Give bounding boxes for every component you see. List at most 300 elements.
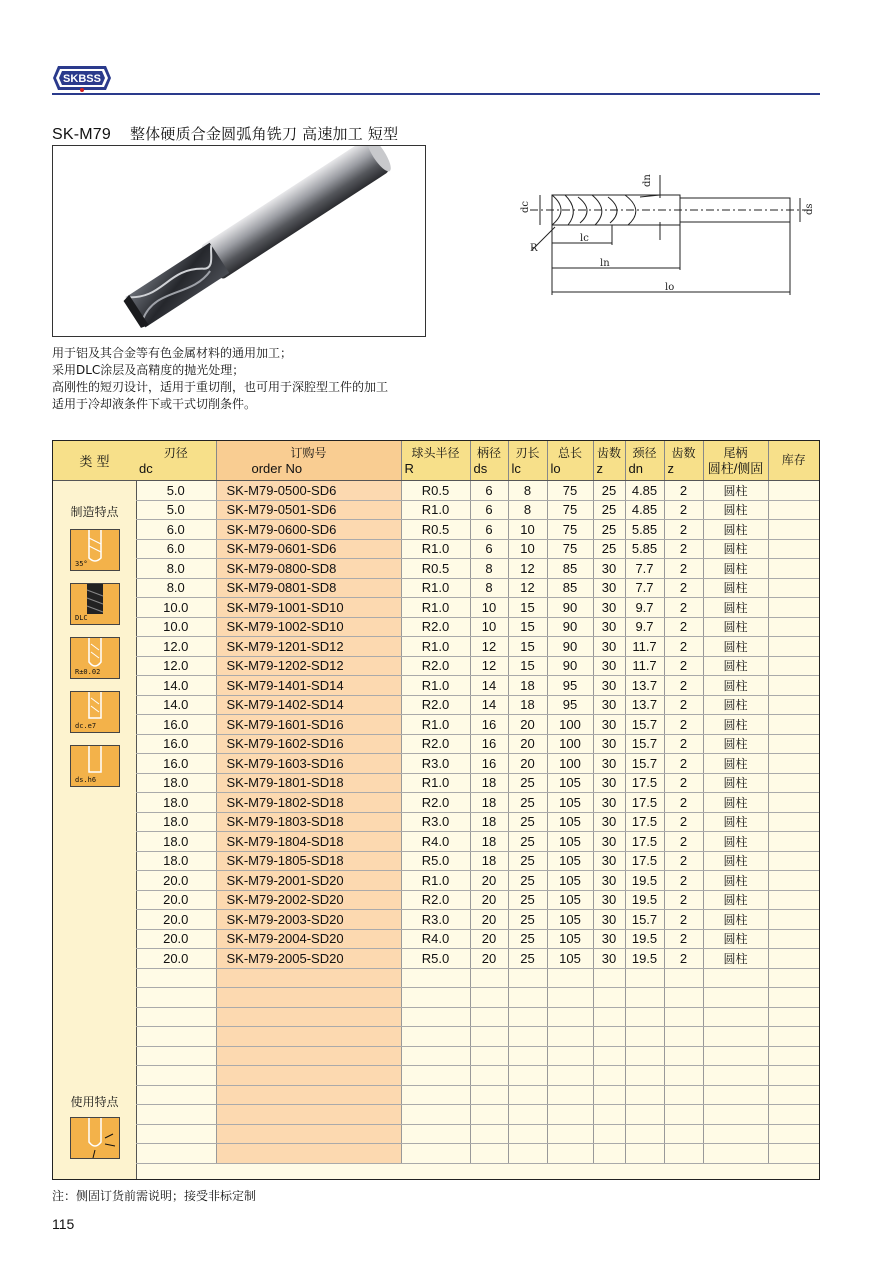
cell-shank: 圆柱 xyxy=(703,793,768,813)
cell-order: SK-M79-1805-SD18 xyxy=(216,851,401,871)
header-z1 xyxy=(593,441,625,481)
cell-order: SK-M79-0800-SD8 xyxy=(216,559,401,579)
cell-shank: 圆柱 xyxy=(703,812,768,832)
empty-cell xyxy=(547,1124,593,1144)
svg-text:SKBSS: SKBSS xyxy=(63,73,101,85)
cell-order: SK-M79-1603-SD16 xyxy=(216,754,401,774)
footnote: 注：侧固订货前需说明；接受非标定制 xyxy=(52,1189,257,1203)
cell-lc: 15 xyxy=(508,598,547,618)
cell-dc: 20.0 xyxy=(136,871,216,891)
cell-shank: 圆柱 xyxy=(703,851,768,871)
empty-cell xyxy=(703,1124,768,1144)
end-mill-illustration xyxy=(53,146,425,336)
usage-label: 使用特点 xyxy=(70,1095,119,1109)
cell-shank: 圆柱 xyxy=(703,500,768,520)
cell-lo: 90 xyxy=(547,656,593,676)
empty-cell xyxy=(136,1085,216,1105)
cell-lc: 20 xyxy=(508,715,547,735)
empty-cell xyxy=(216,1144,401,1164)
cell-dn: 13.7 xyxy=(625,676,664,696)
cell-dc: 14.0 xyxy=(136,695,216,715)
cell-lc: 10 xyxy=(508,539,547,559)
cell-stock xyxy=(768,812,819,832)
cell-lc: 25 xyxy=(508,949,547,969)
empty-cell xyxy=(703,1007,768,1027)
cell-dc: 20.0 xyxy=(136,929,216,949)
cell-dc: 16.0 xyxy=(136,754,216,774)
description-line: 高刚性的短刃设计，适用于重切削，也可用于深腔型工件的加工 xyxy=(52,380,389,394)
table-row xyxy=(136,890,819,910)
cell-z2: 2 xyxy=(664,676,703,696)
cell-z1: 30 xyxy=(593,617,625,637)
cell-lc: 15 xyxy=(508,637,547,657)
cell-stock xyxy=(768,559,819,579)
cell-stock xyxy=(768,500,819,520)
cell-lc: 25 xyxy=(508,812,547,832)
cell-dn: 15.7 xyxy=(625,910,664,930)
cell-stock xyxy=(768,715,819,735)
icon-label: dc.e7 xyxy=(75,722,97,730)
cell-lo: 90 xyxy=(547,617,593,637)
empty-cell xyxy=(136,1007,216,1027)
header-z2 xyxy=(664,441,703,481)
cell-order: SK-M79-0500-SD6 xyxy=(216,481,401,501)
cell-shank: 圆柱 xyxy=(703,481,768,501)
cell-lo: 100 xyxy=(547,715,593,735)
cell-shank: 圆柱 xyxy=(703,598,768,618)
page-number: 115 xyxy=(52,1216,75,1232)
cell-dc: 16.0 xyxy=(136,734,216,754)
table-row xyxy=(136,578,819,598)
empty-cell xyxy=(703,968,768,988)
label-r: R xyxy=(530,243,538,254)
table-row xyxy=(136,637,819,657)
cell-r: R0.5 xyxy=(401,559,470,579)
product-description xyxy=(52,345,388,413)
header-shank xyxy=(703,441,768,481)
cell-stock xyxy=(768,929,819,949)
empty-cell xyxy=(768,1046,819,1066)
cell-ds: 12 xyxy=(470,656,508,676)
cell-ds: 20 xyxy=(470,890,508,910)
cell-shank: 圆柱 xyxy=(703,695,768,715)
spec-table xyxy=(52,440,820,1180)
cell-lo: 105 xyxy=(547,929,593,949)
empty-cell xyxy=(703,1046,768,1066)
cell-lc: 25 xyxy=(508,929,547,949)
cell-z2: 2 xyxy=(664,890,703,910)
cell-z2: 2 xyxy=(664,929,703,949)
cell-shank: 圆柱 xyxy=(703,929,768,949)
cell-dn: 7.7 xyxy=(625,559,664,579)
cell-z2: 2 xyxy=(664,754,703,774)
empty-cell xyxy=(508,1085,547,1105)
cell-lc: 10 xyxy=(508,520,547,540)
empty-cell xyxy=(508,1027,547,1047)
cell-dc: 8.0 xyxy=(136,578,216,598)
empty-cell xyxy=(401,1007,470,1027)
cell-r: R1.0 xyxy=(401,637,470,657)
cell-stock xyxy=(768,734,819,754)
cell-ds: 16 xyxy=(470,754,508,774)
cell-lc: 8 xyxy=(508,500,547,520)
cell-stock xyxy=(768,832,819,852)
table-row xyxy=(136,871,819,891)
cell-order: SK-M79-1401-SD14 xyxy=(216,676,401,696)
cell-shank: 圆柱 xyxy=(703,539,768,559)
cell-z2: 2 xyxy=(664,559,703,579)
empty-row xyxy=(136,1046,819,1066)
empty-cell xyxy=(625,1066,664,1086)
empty-cell xyxy=(136,1066,216,1086)
empty-cell xyxy=(625,1124,664,1144)
empty-cell xyxy=(625,968,664,988)
empty-row xyxy=(136,1105,819,1125)
tool-dimension-drawing xyxy=(510,165,830,305)
product-photo xyxy=(52,145,426,337)
empty-cell xyxy=(470,1085,508,1105)
icon-label: ds.h6 xyxy=(75,776,97,784)
cell-ds: 14 xyxy=(470,695,508,715)
cell-r: R5.0 xyxy=(401,851,470,871)
empty-cell xyxy=(664,968,703,988)
cell-dn: 15.7 xyxy=(625,754,664,774)
cell-stock xyxy=(768,481,819,501)
empty-cell xyxy=(593,1007,625,1027)
cell-dn: 9.7 xyxy=(625,598,664,618)
header-label-en: z xyxy=(667,460,674,476)
cell-dc: 8.0 xyxy=(136,559,216,579)
empty-cell xyxy=(625,1007,664,1027)
cell-dc: 5.0 xyxy=(136,481,216,501)
header-ds xyxy=(470,441,508,481)
empty-cell xyxy=(768,1007,819,1027)
empty-cell xyxy=(547,1007,593,1027)
cell-r: R1.0 xyxy=(401,715,470,735)
empty-cell xyxy=(470,1066,508,1086)
cell-shank: 圆柱 xyxy=(703,734,768,754)
header-r xyxy=(401,441,470,481)
empty-cell xyxy=(216,988,401,1008)
empty-cell xyxy=(508,1046,547,1066)
empty-cell xyxy=(768,1066,819,1086)
cell-ds: 18 xyxy=(470,851,508,871)
cell-lo: 75 xyxy=(547,500,593,520)
cell-dn: 19.5 xyxy=(625,949,664,969)
cell-z1: 30 xyxy=(593,890,625,910)
empty-cell xyxy=(508,1066,547,1086)
empty-cell xyxy=(547,968,593,988)
empty-cell xyxy=(216,1085,401,1105)
cell-ds: 16 xyxy=(470,715,508,735)
empty-cell xyxy=(593,1144,625,1164)
empty-cell xyxy=(625,1027,664,1047)
header-label-cn: 球头半径 xyxy=(411,445,460,460)
cell-stock xyxy=(768,598,819,618)
cell-ds: 18 xyxy=(470,793,508,813)
cell-shank: 圆柱 xyxy=(703,578,768,598)
cell-z1: 30 xyxy=(593,929,625,949)
label-dn: dn xyxy=(642,174,653,187)
empty-row xyxy=(136,988,819,1008)
cell-r: R5.0 xyxy=(401,949,470,969)
cell-z2: 2 xyxy=(664,832,703,852)
empty-row xyxy=(136,1144,819,1164)
cell-ds: 8 xyxy=(470,559,508,579)
header-label-cn: 尾柄 xyxy=(723,445,748,460)
cell-r: R1.0 xyxy=(401,578,470,598)
cell-dn: 19.5 xyxy=(625,929,664,949)
cell-ds: 10 xyxy=(470,598,508,618)
empty-cell xyxy=(401,1105,470,1125)
empty-row xyxy=(136,1085,819,1105)
empty-cell xyxy=(470,1144,508,1164)
cell-z2: 2 xyxy=(664,539,703,559)
cell-stock xyxy=(768,773,819,793)
cell-dn: 19.5 xyxy=(625,890,664,910)
cell-shank: 圆柱 xyxy=(703,832,768,852)
cell-dn: 17.5 xyxy=(625,851,664,871)
cell-dn: 19.5 xyxy=(625,871,664,891)
cell-lc: 20 xyxy=(508,734,547,754)
cell-r: R1.0 xyxy=(401,676,470,696)
cell-z2: 2 xyxy=(664,695,703,715)
product-code: SK-M79 xyxy=(52,126,111,143)
empty-cell xyxy=(768,1105,819,1125)
ds-tolerance-icon xyxy=(70,745,120,787)
cell-lo: 105 xyxy=(547,910,593,930)
cell-z2: 2 xyxy=(664,500,703,520)
cell-r: R2.0 xyxy=(401,890,470,910)
cell-z1: 30 xyxy=(593,851,625,871)
cell-r: R2.0 xyxy=(401,734,470,754)
empty-cell xyxy=(768,1124,819,1144)
cell-dc: 14.0 xyxy=(136,676,216,696)
empty-cell xyxy=(768,968,819,988)
cell-dc: 12.0 xyxy=(136,656,216,676)
header-stock xyxy=(768,441,819,481)
cell-dn: 15.7 xyxy=(625,734,664,754)
cell-order: SK-M79-0600-SD6 xyxy=(216,520,401,540)
description-line: 用于铝及其合金等有色金属材料的通用加工； xyxy=(52,346,293,360)
header-rule xyxy=(52,93,820,95)
cell-dn: 5.85 xyxy=(625,520,664,540)
cell-lo: 85 xyxy=(547,578,593,598)
empty-cell xyxy=(401,1066,470,1086)
table-row xyxy=(136,832,819,852)
header-label-en: R xyxy=(404,460,414,476)
cell-shank: 圆柱 xyxy=(703,559,768,579)
header-label-cn: 刃径 xyxy=(163,445,188,460)
cell-ds: 6 xyxy=(470,481,508,501)
empty-cell xyxy=(470,1046,508,1066)
header-label-en: order No xyxy=(251,460,303,476)
cell-z1: 25 xyxy=(593,520,625,540)
empty-cell xyxy=(547,988,593,1008)
empty-cell xyxy=(216,1105,401,1125)
cell-z1: 30 xyxy=(593,656,625,676)
empty-cell xyxy=(216,1027,401,1047)
cell-dn: 9.7 xyxy=(625,617,664,637)
header-lc xyxy=(508,441,547,481)
empty-cell xyxy=(401,968,470,988)
table-row xyxy=(136,695,819,715)
header-label-cn: 柄径 xyxy=(476,445,501,460)
cell-stock xyxy=(768,617,819,637)
cell-dc: 18.0 xyxy=(136,793,216,813)
cell-shank: 圆柱 xyxy=(703,890,768,910)
table-row xyxy=(136,812,819,832)
cell-order: SK-M79-0801-SD8 xyxy=(216,578,401,598)
header-label-en: 圆柱/侧固 xyxy=(707,460,764,476)
cell-stock xyxy=(768,578,819,598)
cell-ds: 20 xyxy=(470,949,508,969)
table-row xyxy=(136,929,819,949)
cell-r: R4.0 xyxy=(401,929,470,949)
header-dn xyxy=(625,441,664,481)
header-label-cn: 颈径 xyxy=(632,445,657,460)
cell-order: SK-M79-1803-SD18 xyxy=(216,812,401,832)
table-row xyxy=(136,481,819,501)
header-label-en: lo xyxy=(550,460,561,476)
empty-cell xyxy=(136,1046,216,1066)
cell-dn: 11.7 xyxy=(625,656,664,676)
helix-angle-icon xyxy=(70,529,120,571)
empty-cell xyxy=(664,1007,703,1027)
header-label-en: z xyxy=(596,460,603,476)
cell-lo: 105 xyxy=(547,832,593,852)
cell-ds: 12 xyxy=(470,637,508,657)
cell-z2: 2 xyxy=(664,773,703,793)
header-label-cn: 齿数 xyxy=(671,445,696,460)
cell-stock xyxy=(768,539,819,559)
cell-order: SK-M79-2001-SD20 xyxy=(216,871,401,891)
cell-r: R2.0 xyxy=(401,695,470,715)
cell-r: R1.0 xyxy=(401,500,470,520)
cell-z2: 2 xyxy=(664,910,703,930)
cell-shank: 圆柱 xyxy=(703,949,768,969)
cell-z1: 30 xyxy=(593,773,625,793)
type-header: 类 型 xyxy=(53,441,136,481)
cell-lo: 105 xyxy=(547,851,593,871)
cell-lo: 105 xyxy=(547,949,593,969)
cell-order: SK-M79-0501-SD6 xyxy=(216,500,401,520)
cell-lo: 105 xyxy=(547,773,593,793)
cell-r: R2.0 xyxy=(401,656,470,676)
cell-z1: 30 xyxy=(593,871,625,891)
cell-ds: 6 xyxy=(470,520,508,540)
cell-z2: 2 xyxy=(664,851,703,871)
cell-order: SK-M79-1602-SD16 xyxy=(216,734,401,754)
empty-row xyxy=(136,968,819,988)
header-label-en: ds xyxy=(473,460,488,476)
cell-order: SK-M79-1802-SD18 xyxy=(216,793,401,813)
cell-dn: 17.5 xyxy=(625,773,664,793)
cell-order: SK-M79-2003-SD20 xyxy=(216,910,401,930)
cell-z2: 2 xyxy=(664,949,703,969)
empty-cell xyxy=(470,1007,508,1027)
cell-lo: 75 xyxy=(547,481,593,501)
icon-label: R±0.02 xyxy=(75,668,101,676)
cell-z1: 30 xyxy=(593,695,625,715)
empty-cell xyxy=(508,1144,547,1164)
empty-cell xyxy=(593,1105,625,1125)
header-label-cn: 订购号 xyxy=(290,445,327,460)
cell-z2: 2 xyxy=(664,734,703,754)
cell-dc: 18.0 xyxy=(136,851,216,871)
empty-cell xyxy=(216,968,401,988)
cell-dc: 20.0 xyxy=(136,910,216,930)
cell-dn: 11.7 xyxy=(625,637,664,657)
cell-r: R1.0 xyxy=(401,773,470,793)
description-line: 适用于冷却液条件下或干式切削条件。 xyxy=(52,397,257,411)
cell-lc: 25 xyxy=(508,871,547,891)
cell-ds: 8 xyxy=(470,578,508,598)
cell-order: SK-M79-1402-SD14 xyxy=(216,695,401,715)
cell-lc: 18 xyxy=(508,676,547,696)
table-row xyxy=(136,617,819,637)
cell-ds: 6 xyxy=(470,500,508,520)
empty-cell xyxy=(664,1105,703,1125)
cell-dn: 4.85 xyxy=(625,500,664,520)
cell-r: R1.0 xyxy=(401,539,470,559)
cell-shank: 圆柱 xyxy=(703,871,768,891)
header-dc xyxy=(136,441,216,481)
table-row xyxy=(136,539,819,559)
cell-dc: 16.0 xyxy=(136,715,216,735)
empty-cell xyxy=(547,1085,593,1105)
table-row xyxy=(136,910,819,930)
cell-lo: 105 xyxy=(547,871,593,891)
empty-cell xyxy=(136,1105,216,1125)
empty-cell xyxy=(703,988,768,1008)
cell-lo: 105 xyxy=(547,890,593,910)
type-column xyxy=(53,441,137,1179)
empty-cell xyxy=(664,1124,703,1144)
cell-dc: 18.0 xyxy=(136,812,216,832)
cell-order: SK-M79-0601-SD6 xyxy=(216,539,401,559)
empty-cell xyxy=(216,1007,401,1027)
cell-dn: 17.5 xyxy=(625,812,664,832)
cell-lo: 85 xyxy=(547,559,593,579)
cell-dc: 10.0 xyxy=(136,617,216,637)
cell-dn: 17.5 xyxy=(625,832,664,852)
cell-lc: 12 xyxy=(508,559,547,579)
cell-z1: 30 xyxy=(593,559,625,579)
cell-z2: 2 xyxy=(664,637,703,657)
cell-lo: 105 xyxy=(547,793,593,813)
cell-dn: 5.85 xyxy=(625,539,664,559)
cell-shank: 圆柱 xyxy=(703,676,768,696)
cell-stock xyxy=(768,676,819,696)
cell-z1: 30 xyxy=(593,812,625,832)
cell-lc: 25 xyxy=(508,851,547,871)
product-name: 整体硬质合金圆弧角铣刀 高速加工 短型 xyxy=(129,125,399,143)
empty-cell xyxy=(664,1027,703,1047)
table-row xyxy=(136,676,819,696)
cell-r: R3.0 xyxy=(401,754,470,774)
empty-cell xyxy=(508,1007,547,1027)
header-order xyxy=(216,441,401,481)
empty-cell xyxy=(625,1085,664,1105)
empty-cell xyxy=(470,1105,508,1125)
cell-lc: 15 xyxy=(508,656,547,676)
dc-tolerance-icon xyxy=(70,691,120,733)
label-ds: ds xyxy=(804,203,815,215)
empty-cell xyxy=(768,1085,819,1105)
cell-stock xyxy=(768,637,819,657)
cell-r: R1.0 xyxy=(401,871,470,891)
